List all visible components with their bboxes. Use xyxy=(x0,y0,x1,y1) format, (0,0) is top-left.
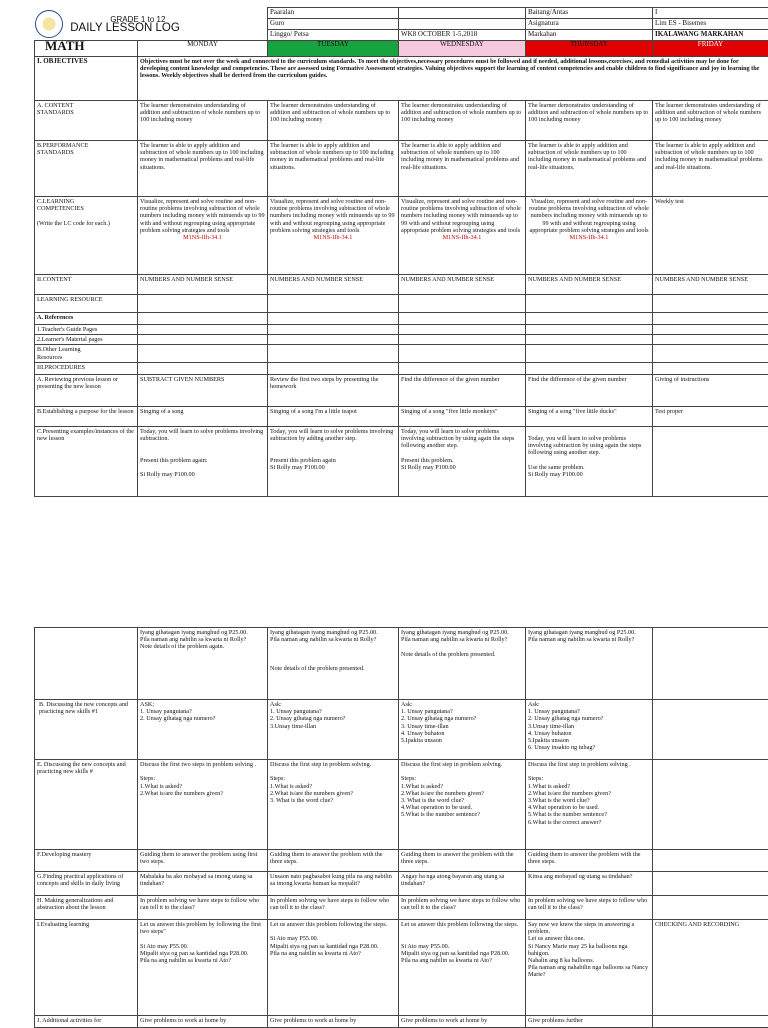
cell-tuesday: Ask: 1. Unsay pangutana? 2. Unsay gihatag nga numero? 3.Unsay time-illan xyxy=(268,700,399,760)
cell-tuesday: Today, you will learn to solve problems involving subtraction by adding another step. Present this problem again Si Rolly may P100.00 xyxy=(268,426,399,496)
competencies-row xyxy=(35,197,768,275)
cell-thursday: Kinsa ang mobayad ug utang sa tindahan? xyxy=(526,872,653,896)
week-date-label: Linggo/ Petsa xyxy=(268,30,399,41)
day-monday: MONDAY xyxy=(138,41,268,57)
cell-thursday: Say now we know the steps in answering a problem. Let us answer this one. Si Nancy Marie may 25 ka balloons nga bahigon. Nahalin ang 8 ka balloons. Pila naman ang nahabilin nga balloons sa Nancy Marie? xyxy=(526,920,653,1016)
cell-monday: Give problems to work at home by xyxy=(138,1016,268,1028)
dll-title: DAILY LESSON LOG xyxy=(70,24,180,32)
cell-friday xyxy=(653,628,768,700)
content-row xyxy=(35,275,768,295)
row-label: I.Evaluating learning xyxy=(35,920,138,1016)
cell-friday xyxy=(653,760,768,850)
cell-tuesday: Guiding them to answer the problem with the three steps. xyxy=(268,850,399,872)
cell-tuesday: Iyang gihatagan iyang manghud og P25.00. Pila naman ang nabilin sa kwarta ni Rolly? Note details of the problem presented. xyxy=(268,628,399,700)
school-label: Paaralan xyxy=(268,8,399,19)
cell-monday: In problem solving we have steps to follow who can tell it to the class? xyxy=(138,896,268,920)
lc-code: M1NS-IIh-34.1 xyxy=(401,234,523,241)
cell-friday xyxy=(653,1016,768,1028)
cell-friday: The learner demonstrates understanding of addition and subtraction of whole numbers up to 100 including money xyxy=(653,101,768,141)
cell-tuesday xyxy=(268,197,399,275)
subject-value: Lim ES - Bisemes xyxy=(653,19,768,30)
cell-tuesday: NUMBERS AND NUMBER SENSE xyxy=(268,275,399,295)
lc-code: M1NS-IIh-34.1 xyxy=(140,234,265,241)
review-row xyxy=(35,374,768,406)
row-label: A. CONTENT STANDARDS xyxy=(35,101,138,141)
cell-wednesday: The learner is able to apply addition and subtraction of whole numbers up to 100 including money in mathematical problems and real-life situations. xyxy=(399,141,526,197)
problem-row xyxy=(35,628,768,700)
cell-thursday: Discuss the first step in problem solving . Steps: 1.What is asked? 2.What is/are the numbers given? 3.What is the word clue? 4.What operation to be used. 5.What is the number sentence? 6.What is the correct answer? xyxy=(526,760,653,850)
cell-monday: SUBTRACT GIVEN NUMBERS xyxy=(138,374,268,406)
cell-monday: Discuss the first two steps in problem solving . Steps: 1.What is asked? 2.What is/are the numbers given? xyxy=(138,760,268,850)
cell-wednesday: Find the difference of the given number xyxy=(399,374,526,406)
cell-wednesday: The learner demonstrates understanding of addition and subtraction of whole numbers up to 100 including money xyxy=(399,101,526,141)
content-standards-row xyxy=(35,101,768,141)
subject-label: Asignatura xyxy=(526,19,653,30)
teachers-guide-label: 1.Teacher's Guide Pages xyxy=(35,325,138,335)
row-label: B.Establishing a purpose for the lesson xyxy=(35,406,138,426)
cell-thursday: Give problems further xyxy=(526,1016,653,1028)
lc-code: M1NS-IIh-34.1 xyxy=(528,234,650,241)
cell-wednesday: Today, you will learn to solve problems involving subtraction by using again the steps following another step. Present this problem. Si Rolly may P100.00 xyxy=(399,426,526,496)
other-resources-label: B.Other Learning Resources xyxy=(35,345,138,362)
day-friday: FRIDAY xyxy=(653,41,768,57)
cell-thursday: NUMBERS AND NUMBER SENSE xyxy=(526,275,653,295)
cell-wednesday: Angay ba nga atong bayaran ang utang sa tindahan? xyxy=(399,872,526,896)
cell-monday: Guiding them to answer the problem using first two steps. xyxy=(138,850,268,872)
cell-thursday: Find the difference of the given number xyxy=(526,374,653,406)
row-label: B. Discussing the new concepts and practicing new skills #1 xyxy=(35,700,138,760)
cell-thursday xyxy=(526,197,653,275)
teacher-label: Guro xyxy=(268,19,399,30)
row-label: E. Discussing the new concepts and practicing new skills # xyxy=(35,760,138,850)
competency-text: Visualize, represent and solve routine and non-routine problems involving subtraction of whole numbers including money with minuends up to 99 with and without regrouping using appropriate problem solving strategies and tools xyxy=(140,198,265,234)
evaluating-row xyxy=(35,920,768,1016)
cell-tuesday: The learner demonstrates understanding of addition and subtraction of whole numbers up to 100 including money xyxy=(268,101,399,141)
cell-thursday: The learner demonstrates understanding of addition and subtraction of whole numbers up to 100 including money xyxy=(526,101,653,141)
row-label: C.LEARNING COMPETENCIES (Write the LC code for each.) xyxy=(35,197,138,275)
cell-thursday: The learner is able to apply addition and subtraction of whole numbers up to 100 including money in mathematical problems and real-life situations. xyxy=(526,141,653,197)
presenting-row xyxy=(35,426,768,496)
cell-wednesday: NUMBERS AND NUMBER SENSE xyxy=(399,275,526,295)
cell-monday: The learner is able to apply addition and subtraction of whole numbers up to 100 including money in mathematical problems and real-life situations. xyxy=(138,141,268,197)
cell-friday: Giving of instructions xyxy=(653,374,768,406)
cell-thursday: Singing of a song "five little ducks" xyxy=(526,406,653,426)
day-wednesday: WEDNESDAY xyxy=(399,41,526,57)
cell-friday: CHECKING AND RECORDING xyxy=(653,920,768,1016)
cell-thursday: Iyang gihatagan iyang manghud og P25.00. Pila naman ang nabilin sa kwarta ni Rolly? xyxy=(526,628,653,700)
cell-wednesday: In problem solving we have steps to follow who can tell it to the class? xyxy=(399,896,526,920)
quarter-label: Markahan xyxy=(526,30,653,41)
cell-monday: The learner demonstrates understanding of addition and subtraction of whole numbers up to 100 including money xyxy=(138,101,268,141)
purpose-row xyxy=(35,406,768,426)
cell-wednesday: Let us answer this problem following the steps. Si Ato may P55.00. Mipalit siya og pan sa kantidad nga P28.00. Pila na ang nabilin sa kwarta ni Ato? xyxy=(399,920,526,1016)
cell-wednesday xyxy=(399,197,526,275)
week-date-value: WK8 OCTOBER 1-5,2018 xyxy=(399,30,526,41)
competency-text: Visualize, represent and solve routine and non-routine problems involving subtraction of whole numbers including money with minuends up to 99 with and without regrouping using appropriate problem solving strategies and tools xyxy=(401,198,521,234)
objectives-label: I. OBJECTIVES xyxy=(35,57,138,101)
cell-friday xyxy=(653,850,768,872)
mastery-row xyxy=(35,850,768,872)
row-label xyxy=(35,628,138,700)
dll-page-1 xyxy=(34,7,768,497)
cell-friday: Weekly test xyxy=(653,197,768,275)
cell-wednesday: Discuss the first step in problem solving. Steps: 1.What is asked? 2.What is/are the numbers given? 3. What is the word clue? 4.What operation to be used. 5.What is the number sentence? xyxy=(399,760,526,850)
cell-tuesday: In problem solving we have steps to follow who can tell it to the class? xyxy=(268,896,399,920)
additional-activities-row xyxy=(35,1016,768,1028)
row-label: J. Additional activities for xyxy=(35,1016,138,1028)
cell-monday xyxy=(138,197,268,275)
cell-friday xyxy=(653,872,768,896)
day-tuesday: TUESDAY xyxy=(268,41,399,57)
grade-level-label: Baitang/Antas xyxy=(526,8,653,19)
cell-friday: Test proper xyxy=(653,406,768,426)
cell-friday xyxy=(653,426,768,496)
subject-title: MATH xyxy=(35,41,138,57)
day-thursday: THURSDAY xyxy=(526,41,653,57)
cell-monday: NUMBERS AND NUMBER SENSE xyxy=(138,275,268,295)
cell-friday xyxy=(653,896,768,920)
cell-wednesday: Singing of a song "five little monkeys" xyxy=(399,406,526,426)
discussing-2-row xyxy=(35,760,768,850)
cell-tuesday: Give problems to work at home by xyxy=(268,1016,399,1028)
applications-row xyxy=(35,872,768,896)
cell-tuesday: Discuss the first step in problem solving. Steps: 1.What is asked? 2.What is/are the numbers given? 3. What is the word clue? xyxy=(268,760,399,850)
lc-code: M1NS-IIh-34.1 xyxy=(270,234,396,241)
dll-procedures-table xyxy=(34,627,768,1028)
row-label: G.Finding practical applications of concepts and skills in daily living xyxy=(35,872,138,896)
cell-tuesday: The learner is able to apply addition and subtraction of whole numbers up to 100 including money in mathematical problems and real-life situations. xyxy=(268,141,399,197)
cell-tuesday: Singing of a song I'm a little teapot xyxy=(268,406,399,426)
competency-text: Visualize, represent and solve routine and non-routine problems involving subtraction of whole numbers including money with minuends up to 99 with and without regrouping using appropriate problem solving strategies and tools xyxy=(270,198,395,234)
dll-header-table xyxy=(34,7,768,497)
cell-monday: ASK; 1. Unsay pangutana? 2. Unsay gihatag nga numero? xyxy=(138,700,268,760)
generalizations-row xyxy=(35,896,768,920)
cell-monday: Mabalaka ba ako mobayad sa imong utang sa tindahan? xyxy=(138,872,268,896)
cell-tuesday: Let us answer this problem following the steps. Si Ato may P55.00. Mipalit siya og pan sa kantidad nga P28.00. Pila na ang nabilin sa kwarta ni Ato? xyxy=(268,920,399,1016)
row-label: H. Making generalizations and abstraction about the lesson xyxy=(35,896,138,920)
objectives-text: Objectives must be met over the week and connected to the curriculum standards. To meet the objectives,necessary procedures must be followed and if needed, additional lessons,exercises, and remedial activities may be done for developing content knowledge and competencies. These are assessed using Formative Assessment strategies. Valuing objectives support the learning of content competencies and enable children to find significance and joy in learning the lessons. Weekly objectives shall be derived from the curriculum guides. xyxy=(138,57,768,101)
discussing-1-row xyxy=(35,700,768,760)
cell-tuesday: Unsaon nato pagbasabot kung pila na ang nabilin sa imong kwarta human ka mopalit? xyxy=(268,872,399,896)
cell-monday: Let us answer this problem by following the first two steps" Si Ato may P55.00. Mipalit siya og pan sa kantidad nga P28.00. Pila na ang nabilin sa kwarta ni Ato? xyxy=(138,920,268,1016)
teacher-value xyxy=(399,19,526,30)
grade-label: GRADE 1 to 12 xyxy=(110,16,180,24)
row-label: A. Reviewing previous lesson or presenting the new lesson xyxy=(35,374,138,406)
cell-friday: The learner is able to apply addition and subtraction of whole numbers up to 100 including money in mathematical problems and real-life situations. xyxy=(653,141,768,197)
learning-resource-label: LEARNING RESOURCE xyxy=(35,295,138,313)
row-label: B.PERFORMANCE STANDARDS xyxy=(35,141,138,197)
cell-tuesday: Review the first two steps by presenting the homework xyxy=(268,374,399,406)
procedures-label: III.PROCEDURES xyxy=(35,362,138,374)
cell-wednesday: Ask: 1. Unsay pangutana? 2. Unsay gihatag nga numero? 3. Unsay time-illan 4. Unsay buhaton 5.Ipakita unsaon xyxy=(399,700,526,760)
references-label: A. References xyxy=(35,313,138,325)
performance-standards-row xyxy=(35,141,768,197)
row-label: F.Developing mastery xyxy=(35,850,138,872)
grade-level-value: I xyxy=(653,8,768,19)
quarter-value: IKALAWANG MARKAHAN xyxy=(653,30,768,41)
cell-friday xyxy=(653,700,768,760)
cell-thursday: Guiding them to answer the problem with the three steps. xyxy=(526,850,653,872)
competency-text: Visualize, represent and solve routine and non-routine problems involving subtraction of whole numbers including money with minuends up to 99 with and without regrouping using appropriate problem solving strategies and tools xyxy=(529,198,649,234)
row-label: C.Presenting examples/instances of the new lesson xyxy=(35,426,138,496)
dll-page-2 xyxy=(34,627,768,1028)
row-label: II.CONTENT xyxy=(35,275,138,295)
cell-thursday: Ask: 1. Unsay pangutana? 2. Unsay gihatag nga numero? 3.Unsay time-illan 4. Unsay buhaton 5.Ipakita unsaon 6. Unsay insakto ng tubag? xyxy=(526,700,653,760)
cell-friday: NUMBERS AND NUMBER SENSE xyxy=(653,275,768,295)
deped-seal-icon xyxy=(35,10,63,38)
cell-monday: Iyang gihatagan iyang manghud og P25.00. Pila naman ang nabilin sa kwarta ni Rolly? Note details of the problem again. xyxy=(138,628,268,700)
cell-thursday: In problem solving we have steps to follow who can tell it to the class? xyxy=(526,896,653,920)
learners-material-label: 2.Learner's Material pages xyxy=(35,335,138,345)
cell-wednesday: Give problems to work at home by xyxy=(399,1016,526,1028)
cell-wednesday: Iyang gihatagan iyang manghud og P25.00. Pila naman ang nabilin sa kwarta ni Rolly? Note details of the problem presented. xyxy=(399,628,526,700)
cell-wednesday: Guiding them to answer the problem with the three steps. xyxy=(399,850,526,872)
cell-monday: Today, you will learn to solve problems involving subtraction. Present this problem again: Si Rolly may P100.00 xyxy=(138,426,268,496)
school-value xyxy=(399,8,526,19)
cell-monday: Singing of a song xyxy=(138,406,268,426)
cell-thursday: Today, you will learn to solve problems involving subtraction by using again the steps following using another step. Use the same problem. Si Rolly may P100.00 xyxy=(526,426,653,496)
